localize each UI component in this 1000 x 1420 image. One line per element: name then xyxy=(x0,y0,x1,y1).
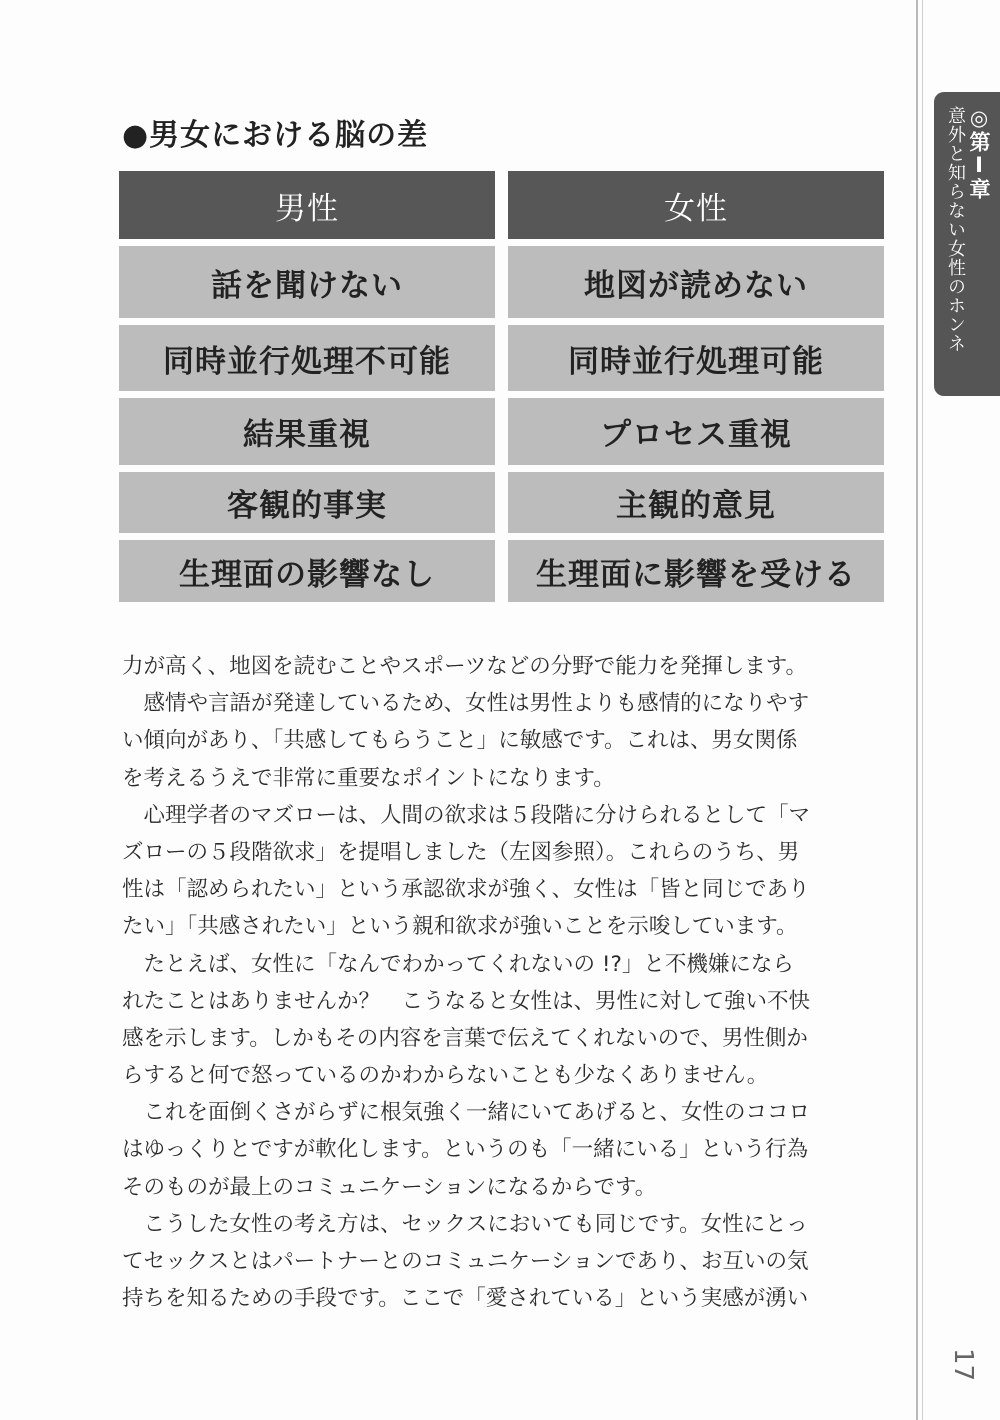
body-line: ズローの５段階欲求」を提唱しました（左図参照）。これらのうち、男 xyxy=(122,839,800,865)
chapter-title: 意外と知らない女性のホンネ xyxy=(945,106,966,353)
chapter-label: ◎第Ⅰ章 xyxy=(967,106,991,200)
header-female: 女性 xyxy=(508,171,884,239)
cell-female: 主観的意見 xyxy=(508,472,884,533)
cell-female: 地図が読めない xyxy=(508,246,884,318)
table-row xyxy=(119,540,884,602)
body-line: を考えるうえで非常に重要なポイントになります。 xyxy=(122,765,615,791)
chapter-tab xyxy=(934,92,1000,396)
body-line: たい」「共感されたい」という親和欲求が強いことを示唆しています。 xyxy=(122,914,798,940)
cell-male: 客観的事実 xyxy=(119,472,495,533)
table-header-row xyxy=(119,171,884,239)
section-heading: ●男女における脳の差 xyxy=(122,118,429,153)
table-row xyxy=(119,472,884,533)
header-male: 男性 xyxy=(119,171,495,239)
body-line: 感情や言語が発達しているため、女性は男性よりも感情的になりやす xyxy=(122,691,810,717)
body-line: てセックスとはパートナーとのコミュニケーションであり、お互いの気 xyxy=(122,1249,809,1274)
cell-male: 生理面の影響なし xyxy=(119,540,495,602)
comparison-table xyxy=(119,171,884,609)
body-line: 持ちを知るための手段です。ここで「愛されている」という実感が湧い xyxy=(122,1286,809,1312)
body-line: そのものが最上のコミュニケーションになるからです。 xyxy=(122,1174,657,1200)
cell-male: 話を聞けない xyxy=(119,246,495,318)
table-row xyxy=(119,246,884,318)
page-margin-line-inner xyxy=(922,0,923,1420)
body-line: 感を示します。しかもその内容を言葉で伝えてくれないので、男性側か xyxy=(122,1025,808,1051)
cell-female: 同時並行処理可能 xyxy=(508,325,884,391)
body-line: れたことはありませんか？ こうなると女性は、男性に対して強い不快 xyxy=(122,988,811,1014)
body-line: これを面倒くさがらずに根気強く一緒にいてあげると、女性のココロ xyxy=(122,1100,811,1126)
body-line: 心理学者のマズローは、人間の欲求は５段階に分けられるとして「マ xyxy=(122,802,811,828)
body-line: 性は「認められたい」という承認欲求が強く、女性は「皆と同じであり xyxy=(122,877,810,903)
cell-male: 結果重視 xyxy=(119,398,495,465)
body-line: こうした女性の考え方は、セックスにおいても同じです。女性にとっ xyxy=(122,1211,808,1237)
body-text xyxy=(122,648,882,1317)
cell-female: 生理面に影響を受ける xyxy=(508,540,884,602)
page-number: 17 xyxy=(948,1348,978,1382)
table-row xyxy=(119,325,884,391)
body-line: らすると何で怒っているのかわからないことも少なくありません。 xyxy=(122,1063,769,1089)
body-line: 力が高く、地図を読むことやスポーツなどの分野で能力を発揮します。 xyxy=(122,654,807,679)
body-line: い傾向があり、「共感してもらうこと」に敏感です。これは、男女関係 xyxy=(122,728,798,754)
table-row xyxy=(119,398,884,465)
cell-male: 同時並行処理不可能 xyxy=(119,325,495,391)
cell-female: プロセス重視 xyxy=(508,398,884,465)
page-margin-line xyxy=(916,0,918,1420)
body-line: はゆっくりとですが軟化します。というのも「一緒にいる」という行為 xyxy=(122,1137,809,1163)
body-line: たとえば、女性に「なんでわかってくれないの !?」と不機嫌になら xyxy=(122,951,794,977)
